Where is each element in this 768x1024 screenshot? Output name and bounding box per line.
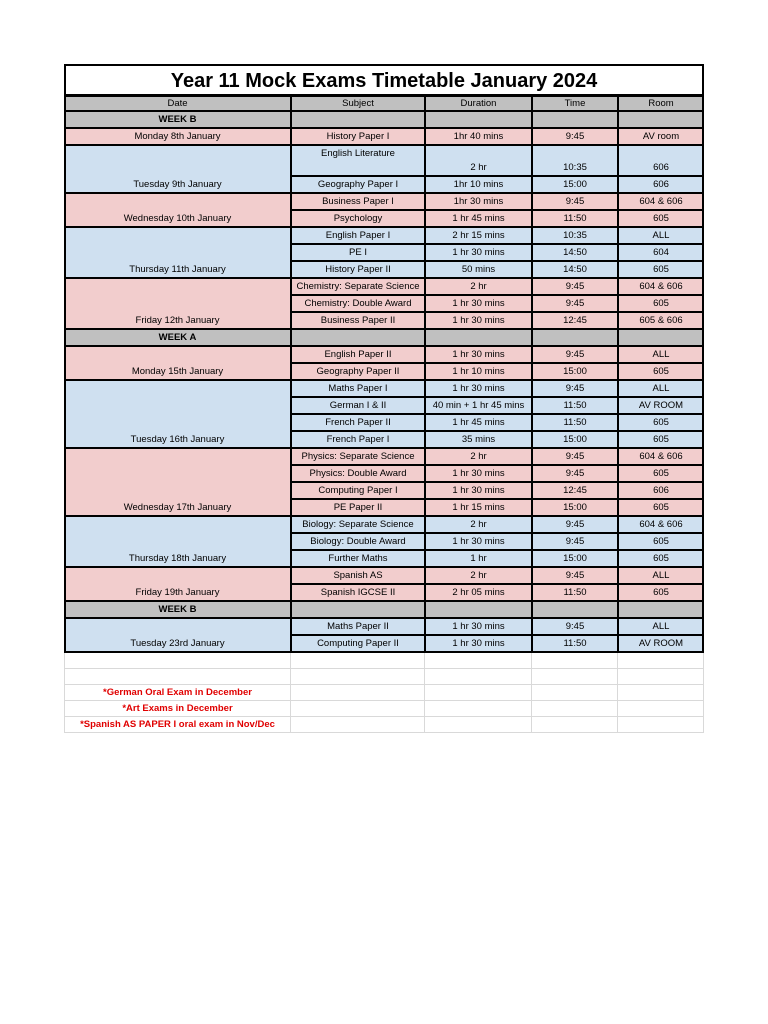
- exam-time: 11:50: [532, 584, 618, 601]
- exam-duration: 1 hr 45 mins: [425, 210, 532, 227]
- week-blank-cell: [532, 111, 618, 128]
- header-duration: Duration: [425, 96, 532, 111]
- exam-duration: 1 hr 45 mins: [425, 414, 532, 431]
- exam-date: Tuesday 16th January: [64, 380, 291, 448]
- week-label: WEEK A: [64, 329, 291, 346]
- exam-time: 9:45: [532, 618, 618, 635]
- empty-grid-cell: [618, 717, 704, 733]
- exam-date: Wednesday 17th January: [64, 448, 291, 516]
- exam-room: 605: [618, 431, 704, 448]
- exam-subject: Maths Paper II: [291, 618, 425, 635]
- exam-duration: 1 hr 30 mins: [425, 618, 532, 635]
- exam-duration: 1 hr 10 mins: [425, 363, 532, 380]
- exam-subject: Physics: Double Award: [291, 465, 425, 482]
- header-room: Room: [618, 96, 704, 111]
- header-subject: Subject: [291, 96, 425, 111]
- empty-grid-cell: [532, 717, 618, 733]
- exam-subject: Business Paper II: [291, 312, 425, 329]
- exam-room: 604 & 606: [618, 448, 704, 465]
- exam-date: Friday 19th January: [64, 567, 291, 601]
- exam-duration: 2 hr 15 mins: [425, 227, 532, 244]
- exam-room: AV ROOM: [618, 635, 704, 652]
- exam-subject: PE Paper II: [291, 499, 425, 516]
- exam-time: 15:00: [532, 550, 618, 567]
- week-blank-cell: [618, 601, 704, 618]
- exam-subject: Computing Paper I: [291, 482, 425, 499]
- exam-time: 12:45: [532, 312, 618, 329]
- exam-room: ALL: [618, 380, 704, 397]
- exam-date: Monday 8th January: [64, 128, 291, 145]
- exam-subject: Chemistry: Separate Science: [291, 278, 425, 295]
- exam-date: Friday 12th January: [64, 278, 291, 329]
- week-label: WEEK B: [64, 601, 291, 618]
- week-label: WEEK B: [64, 111, 291, 128]
- exam-time: 15:00: [532, 176, 618, 193]
- exam-subject: Further Maths: [291, 550, 425, 567]
- exam-date: Tuesday 23rd January: [64, 618, 291, 652]
- empty-grid-cell: [532, 669, 618, 685]
- exam-subject: Maths Paper I: [291, 380, 425, 397]
- exam-room: 605: [618, 261, 704, 278]
- exam-subject: Geography Paper II: [291, 363, 425, 380]
- exam-room: ALL: [618, 567, 704, 584]
- exam-duration: 2 hr: [425, 567, 532, 584]
- exam-duration: 1hr 40 mins: [425, 128, 532, 145]
- empty-grid-cell: [532, 653, 618, 669]
- exam-subject: French Paper I: [291, 431, 425, 448]
- empty-grid-cell: [618, 669, 704, 685]
- exam-time: 9:45: [532, 516, 618, 533]
- exam-subject: Business Paper I: [291, 193, 425, 210]
- exam-time: 9:45: [532, 346, 618, 363]
- exam-room: AV ROOM: [618, 397, 704, 414]
- exam-subject: Physics: Separate Science: [291, 448, 425, 465]
- week-blank-cell: [532, 601, 618, 618]
- exam-duration: 2 hr: [425, 448, 532, 465]
- empty-grid-cell: [291, 717, 425, 733]
- exam-date: Monday 15th January: [64, 346, 291, 380]
- exam-room: 604 & 606: [618, 193, 704, 210]
- week-blank-cell: [618, 329, 704, 346]
- week-blank-cell: [618, 111, 704, 128]
- empty-grid-cell: [425, 653, 532, 669]
- exam-subject: Chemistry: Double Award: [291, 295, 425, 312]
- exam-time: 11:50: [532, 210, 618, 227]
- week-blank-cell: [532, 329, 618, 346]
- exam-duration: 1 hr 30 mins: [425, 533, 532, 550]
- exam-time: 10:35: [532, 145, 618, 176]
- exam-time: 11:50: [532, 397, 618, 414]
- exam-duration: 2 hr: [425, 278, 532, 295]
- exam-duration: 2 hr 05 mins: [425, 584, 532, 601]
- exam-room: ALL: [618, 346, 704, 363]
- exam-room: 605: [618, 550, 704, 567]
- empty-grid-cell: [618, 653, 704, 669]
- exam-room: 606: [618, 482, 704, 499]
- empty-grid-cell: [291, 701, 425, 717]
- exam-time: 14:50: [532, 244, 618, 261]
- exam-duration: 1 hr 30 mins: [425, 346, 532, 363]
- exam-time: 15:00: [532, 499, 618, 516]
- empty-grid-cell: [425, 669, 532, 685]
- exam-time: 9:45: [532, 380, 618, 397]
- exam-subject: English Paper II: [291, 346, 425, 363]
- exam-room: 604: [618, 244, 704, 261]
- exam-room: AV room: [618, 128, 704, 145]
- exam-duration: 1 hr 30 mins: [425, 465, 532, 482]
- exam-time: 15:00: [532, 363, 618, 380]
- empty-grid-cell: [64, 653, 291, 669]
- exam-room: 604 & 606: [618, 516, 704, 533]
- header-date: Date: [64, 96, 291, 111]
- exam-duration: 2 hr: [425, 516, 532, 533]
- exam-time: 12:45: [532, 482, 618, 499]
- empty-grid-cell: [618, 685, 704, 701]
- exam-duration: 1 hr 30 mins: [425, 482, 532, 499]
- exam-subject: Spanish IGCSE II: [291, 584, 425, 601]
- exam-duration: 1hr 30 mins: [425, 193, 532, 210]
- week-blank-cell: [291, 329, 425, 346]
- exam-date: Thursday 11th January: [64, 227, 291, 278]
- exam-subject: English Literature: [291, 145, 425, 176]
- exam-room: 606: [618, 176, 704, 193]
- exam-duration: 1 hr 15 mins: [425, 499, 532, 516]
- week-blank-cell: [425, 111, 532, 128]
- exam-room: 605: [618, 499, 704, 516]
- exam-duration: 50 mins: [425, 261, 532, 278]
- exam-subject: Geography Paper I: [291, 176, 425, 193]
- exam-duration: 1 hr: [425, 550, 532, 567]
- empty-grid-cell: [618, 701, 704, 717]
- exam-duration: 2 hr: [425, 145, 532, 176]
- exam-duration: 35 mins: [425, 431, 532, 448]
- week-blank-cell: [291, 111, 425, 128]
- empty-grid-cell: [291, 669, 425, 685]
- exam-subject: English Paper I: [291, 227, 425, 244]
- exam-subject: French Paper II: [291, 414, 425, 431]
- exam-subject: Biology: Separate Science: [291, 516, 425, 533]
- exam-room: 605: [618, 414, 704, 431]
- exam-duration: 1hr 10 mins: [425, 176, 532, 193]
- exam-date: Thursday 18th January: [64, 516, 291, 567]
- exam-subject: Spanish AS: [291, 567, 425, 584]
- footnote: *German Oral Exam in December: [64, 685, 291, 701]
- exam-duration: 1 hr 30 mins: [425, 312, 532, 329]
- exam-room: ALL: [618, 227, 704, 244]
- exam-subject: History Paper II: [291, 261, 425, 278]
- page-title: Year 11 Mock Exams Timetable January 2024: [64, 64, 704, 96]
- empty-grid-cell: [425, 685, 532, 701]
- empty-grid-cell: [425, 701, 532, 717]
- exam-time: 10:35: [532, 227, 618, 244]
- exam-subject: Psychology: [291, 210, 425, 227]
- footnote: *Art Exams in December: [64, 701, 291, 717]
- week-blank-cell: [291, 601, 425, 618]
- exam-time: 15:00: [532, 431, 618, 448]
- exam-room: 605: [618, 210, 704, 227]
- exam-time: 9:45: [532, 295, 618, 312]
- exam-subject: PE I: [291, 244, 425, 261]
- exam-room: 604 & 606: [618, 278, 704, 295]
- footnote: *Spanish AS PAPER I oral exam in Nov/Dec: [64, 717, 291, 733]
- exam-room: 605: [618, 363, 704, 380]
- exam-time: 9:45: [532, 448, 618, 465]
- exam-duration: 1 hr 30 mins: [425, 380, 532, 397]
- exam-time: 9:45: [532, 567, 618, 584]
- exam-time: 11:50: [532, 635, 618, 652]
- exam-subject: Biology: Double Award: [291, 533, 425, 550]
- week-blank-cell: [425, 601, 532, 618]
- week-blank-cell: [425, 329, 532, 346]
- exam-subject: History Paper I: [291, 128, 425, 145]
- exam-time: 9:45: [532, 193, 618, 210]
- exam-room: 605: [618, 533, 704, 550]
- empty-grid-cell: [291, 653, 425, 669]
- header-time: Time: [532, 96, 618, 111]
- exam-subject: German I & II: [291, 397, 425, 414]
- exam-room: ALL: [618, 618, 704, 635]
- exam-duration: 1 hr 30 mins: [425, 635, 532, 652]
- exam-room: 605: [618, 295, 704, 312]
- exam-room: 605 & 606: [618, 312, 704, 329]
- empty-grid-cell: [64, 669, 291, 685]
- timetable-sheet: [64, 64, 704, 744]
- exam-room: 605: [618, 465, 704, 482]
- empty-grid-cell: [532, 685, 618, 701]
- exam-time: 9:45: [532, 128, 618, 145]
- empty-grid-cell: [425, 717, 532, 733]
- exam-date: Tuesday 9th January: [64, 145, 291, 193]
- exam-duration: 1 hr 30 mins: [425, 295, 532, 312]
- exam-time: 11:50: [532, 414, 618, 431]
- exam-time: 14:50: [532, 261, 618, 278]
- exam-time: 9:45: [532, 278, 618, 295]
- exam-duration: 1 hr 30 mins: [425, 244, 532, 261]
- exam-room: 605: [618, 584, 704, 601]
- exam-date: Wednesday 10th January: [64, 193, 291, 227]
- empty-grid-cell: [532, 701, 618, 717]
- exam-room: 606: [618, 145, 704, 176]
- exam-subject: Computing Paper II: [291, 635, 425, 652]
- exam-time: 9:45: [532, 533, 618, 550]
- exam-time: 9:45: [532, 465, 618, 482]
- exam-duration: 40 min + 1 hr 45 mins: [425, 397, 532, 414]
- empty-grid-cell: [291, 685, 425, 701]
